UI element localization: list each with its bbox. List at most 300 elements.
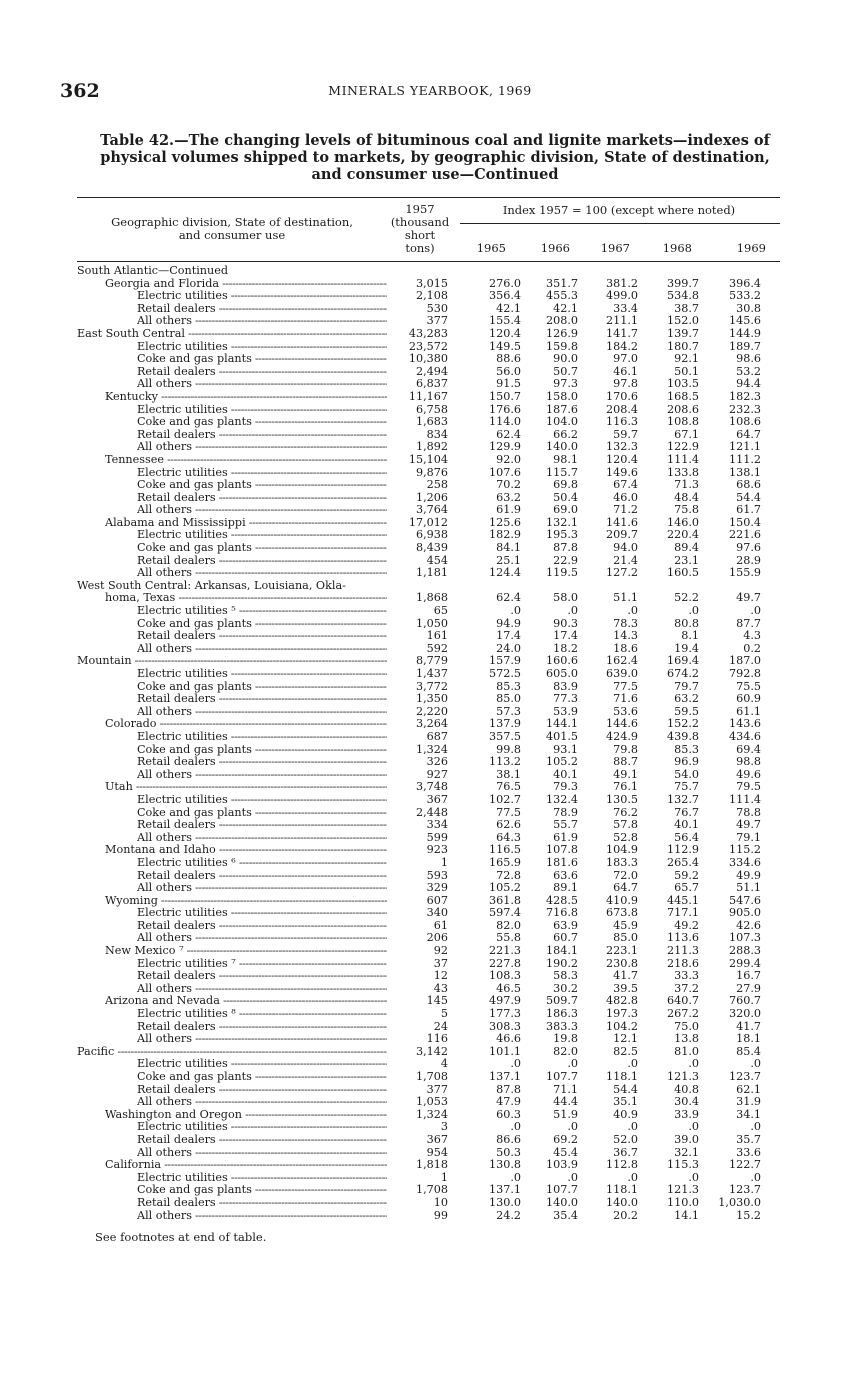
label-header-line: and consumer use: [178, 228, 286, 242]
cell-index: 79.8: [613, 742, 638, 756]
cell-index: 220.4: [666, 528, 699, 542]
cell-index: .0: [510, 1170, 521, 1184]
row-label: Kentucky -----: [105, 391, 387, 404]
cell-index: 13.8: [674, 1032, 699, 1046]
row-label: Electric utilities -----: [137, 731, 387, 744]
cell-1957-tons: 3,764: [415, 503, 448, 517]
cell-1957-tons: 2,494: [415, 364, 448, 378]
cell-index: 75.8: [674, 503, 699, 517]
cell-1957-tons: 1,818: [415, 1158, 448, 1172]
cell-index: 33.6: [736, 1145, 761, 1159]
cell-index: 35.1: [613, 1095, 638, 1109]
cell-index: 39.0: [674, 1132, 699, 1146]
cell-index: 45.4: [553, 1145, 578, 1159]
cell-index: 334.6: [728, 855, 761, 869]
table-row: [77, 542, 780, 555]
cell-index: 46.0: [613, 490, 638, 504]
cell-1957-tons: 2,108: [415, 289, 448, 303]
cell-1957-tons: 4: [440, 1057, 448, 1071]
cell-1957-tons: 3,015: [415, 276, 448, 290]
cell-index: 98.6: [736, 352, 761, 366]
row-label: Electric utilities -----: [137, 404, 387, 417]
cell-index: 104.2: [605, 1019, 638, 1033]
cell-index: 66.2: [553, 427, 578, 441]
cell-index: 499.0: [605, 289, 638, 303]
cell-1957-tons: 1,324: [415, 1107, 448, 1121]
cell-index: 19.8: [553, 1032, 578, 1046]
cell-1957-tons: 6,837: [415, 377, 448, 391]
cell-index: 509.7: [545, 994, 578, 1008]
cell-index: 121.1: [728, 440, 761, 454]
cell-index: .0: [688, 1057, 699, 1071]
cell-index: 439.8: [666, 729, 699, 743]
cell-index: 88.6: [496, 352, 521, 366]
row-label: Retail dealers -----: [137, 920, 387, 933]
cell-index: 70.2: [496, 478, 521, 492]
cell-index: 127.2: [605, 566, 638, 580]
cell-index: 381.2: [605, 276, 638, 290]
table-row: [77, 1159, 780, 1172]
cell-index: 16.7: [736, 969, 761, 983]
cell-index: 114.0: [488, 415, 521, 429]
cell-index: 38.7: [674, 301, 699, 315]
table-row: [77, 479, 780, 492]
cell-index: 123.7: [728, 1183, 761, 1197]
cell-1957-tons: 2,220: [415, 704, 448, 718]
cell-index: 41.7: [613, 969, 638, 983]
cell-index: 152.0: [666, 314, 699, 328]
table-title: [90, 132, 780, 183]
cell-index: 22.9: [553, 553, 578, 567]
cell-index: 107.7: [545, 1183, 578, 1197]
cell-index: 184.2: [605, 339, 638, 353]
cell-index: 195.3: [545, 528, 578, 542]
table-row: [77, 1134, 780, 1147]
cell-1957-tons: 3,142: [415, 1044, 448, 1058]
cell-index: 760.7: [728, 994, 761, 1008]
cell-1957-tons: 687: [426, 729, 448, 743]
table-row: [77, 592, 780, 605]
row-label: Coke and gas plants -----: [137, 681, 387, 694]
cell-index: 50.4: [553, 490, 578, 504]
cell-index: 53.2: [736, 364, 761, 378]
cell-1957-tons: 329: [426, 881, 448, 895]
cell-index: 108.6: [728, 415, 761, 429]
cell-index: 126.9: [545, 326, 578, 340]
table-row: [77, 1197, 780, 1210]
row-label: All others -----: [137, 1033, 387, 1046]
cell-index: 140.0: [545, 440, 578, 454]
row-label: All others -----: [137, 643, 387, 656]
cell-1957-tons: 43,283: [408, 326, 448, 340]
cell-index: 81.0: [674, 1044, 699, 1058]
cell-index: 62.6: [496, 818, 521, 832]
cell-index: 99.8: [496, 742, 521, 756]
cell-index: 144.1: [545, 717, 578, 731]
row-label: Retail dealers -----: [137, 303, 387, 316]
row-label: All others -----: [137, 441, 387, 454]
cell-index: 716.8: [545, 906, 578, 920]
table-row: [77, 328, 780, 341]
table-body: [77, 265, 780, 1222]
cell-1957-tons: 9,876: [415, 465, 448, 479]
row-label: Washington and Oregon -----: [105, 1109, 387, 1122]
cell-index: 1,030.0: [718, 1195, 761, 1209]
cell-index: 98.1: [553, 452, 578, 466]
cell-index: 112.9: [666, 843, 699, 857]
cell-index: .0: [510, 1057, 521, 1071]
cell-1957-tons: 1,868: [415, 591, 448, 605]
row-label: Retail dealers -----: [137, 970, 387, 983]
table-row: [77, 970, 780, 983]
cell-1957-tons: 11,167: [408, 389, 448, 403]
row-label: Wyoming -----: [105, 895, 387, 908]
cell-index: 497.9: [488, 994, 521, 1008]
cell-index: 77.5: [496, 805, 521, 819]
cell-index: 717.1: [666, 906, 699, 920]
cell-index: 49.7: [736, 591, 761, 605]
row-label: Retail dealers -----: [137, 693, 387, 706]
cell-index: 59.5: [674, 704, 699, 718]
cell-index: 36.7: [613, 1145, 638, 1159]
cell-index: 41.7: [736, 1019, 761, 1033]
row-label: Electric utilities -----: [137, 341, 387, 354]
cell-index: 64.7: [613, 881, 638, 895]
cell-index: 140.0: [605, 1195, 638, 1209]
cell-index: .0: [627, 1170, 638, 1184]
cell-index: 176.6: [488, 402, 521, 416]
table-row: [77, 353, 780, 366]
base-column-header: [382, 203, 458, 255]
cell-index: 83.9: [553, 679, 578, 693]
table-row: [77, 504, 780, 517]
cell-index: 673.8: [605, 906, 638, 920]
cell-index: 76.5: [496, 780, 521, 794]
cell-index: 383.3: [545, 1019, 578, 1033]
table-row: [77, 857, 780, 870]
cell-index: 113.6: [666, 931, 699, 945]
row-label: Retail dealers -----: [137, 429, 387, 442]
running-title: MINERALS YEARBOOK, 1969: [328, 83, 532, 98]
cell-1957-tons: 1,350: [415, 692, 448, 706]
cell-1957-tons: 10: [433, 1195, 448, 1209]
cell-index: 46.1: [613, 364, 638, 378]
cell-1957-tons: 1,892: [415, 440, 448, 454]
row-label: Pacific -----: [77, 1046, 387, 1059]
row-label: All others -----: [137, 1210, 387, 1223]
cell-index: 111.2: [728, 452, 761, 466]
base-header-line: tons): [405, 241, 435, 255]
table-row: [77, 1008, 780, 1021]
cell-index: 78.9: [553, 805, 578, 819]
cell-index: 85.3: [674, 742, 699, 756]
cell-1957-tons: 23,572: [408, 339, 448, 353]
cell-index: 48.4: [674, 490, 699, 504]
cell-index: .0: [567, 1170, 578, 1184]
cell-index: 189.7: [728, 339, 761, 353]
cell-index: 137.1: [488, 1070, 521, 1083]
cell-index: 155.4: [488, 314, 521, 328]
row-label: Retail dealers -----: [137, 1197, 387, 1210]
cell-index: 64.7: [736, 427, 761, 441]
cell-index: .0: [688, 1120, 699, 1134]
cell-index: 97.0: [613, 352, 638, 366]
row-label: All others -----: [137, 378, 387, 391]
cell-index: 75.0: [674, 1019, 699, 1033]
cell-index: 85.4: [736, 1044, 761, 1058]
cell-index: 122.7: [728, 1158, 761, 1172]
cell-index: 160.6: [545, 654, 578, 668]
cell-index: 18.2: [553, 641, 578, 655]
table-row: [77, 567, 780, 580]
cell-index: 91.5: [496, 377, 521, 391]
cell-index: 24.2: [496, 1208, 521, 1222]
cell-1957-tons: 99: [433, 1208, 448, 1222]
row-label: All others -----: [137, 882, 387, 895]
index-column-header: Index 1957 = 100 (except where noted): [502, 203, 736, 217]
cell-index: 639.0: [605, 667, 638, 680]
cell-1957-tons: 24: [433, 1019, 448, 1033]
cell-1957-tons: 927: [426, 767, 448, 781]
cell-index: 130.5: [605, 792, 638, 806]
row-label: Retail dealers -----: [137, 1021, 387, 1034]
table-row: [77, 819, 780, 832]
cell-index: 20.2: [613, 1208, 638, 1222]
cell-index: .0: [627, 1057, 638, 1071]
cell-index: 30.4: [674, 1095, 699, 1109]
cell-index: 357.5: [488, 729, 521, 743]
cell-index: 69.4: [736, 742, 761, 756]
cell-index: 187.6: [545, 402, 578, 416]
cell-index: 434.6: [728, 729, 761, 743]
cell-index: 267.2: [666, 1007, 699, 1021]
row-label: Coke and gas plants -----: [137, 807, 387, 820]
cell-index: 30.8: [736, 301, 761, 315]
cell-index: 108.3: [488, 969, 521, 983]
cell-index: 356.4: [488, 289, 521, 303]
cell-index: 23.1: [674, 553, 699, 567]
cell-index: 597.4: [488, 906, 521, 920]
cell-index: 143.6: [728, 717, 761, 731]
cell-index: 124.4: [488, 566, 521, 580]
cell-1957-tons: 37: [433, 956, 448, 970]
cell-1957-tons: 1,324: [415, 742, 448, 756]
cell-index: 82.0: [496, 918, 521, 932]
cell-index: 45.9: [613, 918, 638, 932]
cell-1957-tons: 1,437: [415, 667, 448, 680]
cell-index: 60.7: [553, 931, 578, 945]
cell-index: 55.7: [553, 818, 578, 832]
cell-index: 59.7: [613, 427, 638, 441]
cell-index: 170.6: [605, 389, 638, 403]
cell-1957-tons: 1,050: [415, 616, 448, 630]
cell-index: 211.3: [666, 944, 699, 958]
cell-index: 181.6: [545, 855, 578, 869]
table-row: [77, 794, 780, 807]
cell-index: 107.6: [488, 465, 521, 479]
cell-index: 674.2: [666, 667, 699, 680]
year-header-1965: 1965: [476, 241, 506, 255]
cell-1957-tons: 954: [426, 1145, 448, 1159]
cell-index: 52.2: [674, 591, 699, 605]
cell-index: 905.0: [728, 906, 761, 920]
cell-index: 61.9: [553, 830, 578, 844]
cell-index: 14.1: [674, 1208, 699, 1222]
cell-index: 63.2: [674, 692, 699, 706]
cell-index: 33.9: [674, 1107, 699, 1121]
table-row: [77, 668, 780, 681]
cell-index: 572.5: [488, 667, 521, 680]
cell-index: 111.4: [728, 792, 761, 806]
cell-index: 118.1: [605, 1183, 638, 1197]
label-header-line: Geographic division, State of destination,: [111, 215, 353, 229]
cell-1957-tons: 367: [426, 1132, 448, 1146]
cell-index: 132.1: [545, 515, 578, 529]
cell-index: 137.9: [488, 717, 521, 731]
cell-index: 40.1: [674, 818, 699, 832]
row-label: Retail dealers -----: [137, 555, 387, 568]
cell-index: 121.3: [666, 1070, 699, 1083]
cell-index: 184.1: [545, 944, 578, 958]
cell-index: 107.7: [545, 1070, 578, 1083]
cell-1957-tons: 15,104: [408, 452, 448, 466]
cell-index: 396.4: [728, 276, 761, 290]
cell-index: 140.0: [545, 1195, 578, 1209]
row-label: Electric utilities -----: [137, 529, 387, 542]
footnote: See footnotes at end of table.: [95, 1230, 267, 1244]
cell-index: 138.1: [728, 465, 761, 479]
base-header-line: (thousand: [390, 215, 450, 229]
cell-1957-tons: 592: [426, 641, 448, 655]
cell-index: 75.5: [736, 679, 761, 693]
row-label: Coke and gas plants -----: [137, 542, 387, 555]
row-label: Mountain -----: [77, 655, 387, 668]
row-label: Electric utilities ⁶ -----: [137, 857, 387, 870]
cell-1957-tons: 1: [440, 1170, 448, 1184]
cell-index: 208.6: [666, 402, 699, 416]
cell-1957-tons: 43: [433, 981, 448, 995]
cell-index: 40.1: [553, 767, 578, 781]
cell-index: 87.8: [496, 1082, 521, 1096]
cell-index: 60.3: [496, 1107, 521, 1121]
cell-index: 42.1: [553, 301, 578, 315]
cell-index: .0: [627, 604, 638, 618]
cell-1957-tons: 599: [426, 830, 448, 844]
row-label: All others -----: [137, 315, 387, 328]
cell-1957-tons: 1,053: [415, 1095, 448, 1109]
cell-index: 58.0: [553, 591, 578, 605]
cell-index: 32.1: [674, 1145, 699, 1159]
row-label: All others -----: [137, 983, 387, 996]
cell-index: 121.3: [666, 1183, 699, 1197]
cell-index: 183.3: [605, 855, 638, 869]
cell-index: 130.0: [488, 1195, 521, 1209]
cell-1957-tons: 3: [440, 1120, 448, 1134]
cell-index: 17.4: [496, 629, 521, 643]
cell-index: 105.2: [545, 755, 578, 769]
cell-1957-tons: 377: [426, 314, 448, 328]
cell-index: 123.7: [728, 1070, 761, 1083]
cell-index: 232.3: [728, 402, 761, 416]
cell-1957-tons: 17,012: [408, 515, 448, 529]
cell-index: 87.8: [553, 541, 578, 555]
table-row: [77, 756, 780, 769]
cell-1957-tons: 1,683: [415, 415, 448, 429]
cell-index: 227.8: [488, 956, 521, 970]
cell-index: 132.3: [605, 440, 638, 454]
cell-index: 33.3: [674, 969, 699, 983]
cell-index: .0: [688, 1170, 699, 1184]
cell-index: 76.2: [613, 805, 638, 819]
cell-1957-tons: 1,708: [415, 1183, 448, 1197]
cell-index: 103.9: [545, 1158, 578, 1172]
cell-1957-tons: 1: [440, 855, 448, 869]
cell-index: 90.3: [553, 616, 578, 630]
cell-index: 54.4: [613, 1082, 638, 1096]
cell-index: 605.0: [545, 667, 578, 680]
cell-index: 63.9: [553, 918, 578, 932]
row-label: Retail dealers -----: [137, 366, 387, 379]
row-label: Electric utilities -----: [137, 1058, 387, 1071]
cell-index: 640.7: [666, 994, 699, 1008]
cell-index: 146.0: [666, 515, 699, 529]
row-label: New Mexico ⁷ -----: [105, 945, 387, 958]
cell-index: 445.1: [666, 893, 699, 907]
cell-index: 54.0: [674, 767, 699, 781]
cell-index: 149.5: [488, 339, 521, 353]
cell-index: 144.6: [605, 717, 638, 731]
row-label: Electric utilities -----: [137, 907, 387, 920]
cell-index: 14.3: [613, 629, 638, 643]
cell-index: .0: [567, 1120, 578, 1134]
cell-1957-tons: 258: [426, 478, 448, 492]
cell-index: 115.3: [666, 1158, 699, 1172]
table-row: [77, 391, 780, 404]
cell-index: 33.4: [613, 301, 638, 315]
cell-index: 69.2: [553, 1132, 578, 1146]
row-label: Montana and Idaho -----: [105, 844, 387, 857]
cell-index: 104.9: [605, 843, 638, 857]
cell-index: 158.0: [545, 389, 578, 403]
cell-index: 51.1: [736, 881, 761, 895]
cell-index: 37.2: [674, 981, 699, 995]
cell-index: 308.3: [488, 1019, 521, 1033]
year-header-1969: 1969: [736, 241, 766, 255]
cell-index: 35.4: [553, 1208, 578, 1222]
cell-index: 223.1: [605, 944, 638, 958]
cell-index: 150.4: [728, 515, 761, 529]
cell-index: 78.3: [613, 616, 638, 630]
cell-index: 94.0: [613, 541, 638, 555]
cell-index: 27.9: [736, 981, 761, 995]
cell-index: 113.2: [488, 755, 521, 769]
cell-index: .0: [567, 1057, 578, 1071]
cell-index: 168.5: [666, 389, 699, 403]
top-rule: [77, 197, 780, 198]
cell-index: 39.5: [613, 981, 638, 995]
row-label: Utah -----: [105, 781, 387, 794]
row-label: Coke and gas plants -----: [137, 416, 387, 429]
cell-index: 177.3: [488, 1007, 521, 1021]
table-row: [77, 693, 780, 706]
cell-index: 57.3: [496, 704, 521, 718]
cell-index: 428.5: [545, 893, 578, 907]
row-label: All others -----: [137, 1096, 387, 1109]
cell-index: 150.7: [488, 389, 521, 403]
cell-1957-tons: 454: [426, 553, 448, 567]
row-label: homa, Texas -----: [105, 592, 387, 605]
cell-index: 97.6: [736, 541, 761, 555]
